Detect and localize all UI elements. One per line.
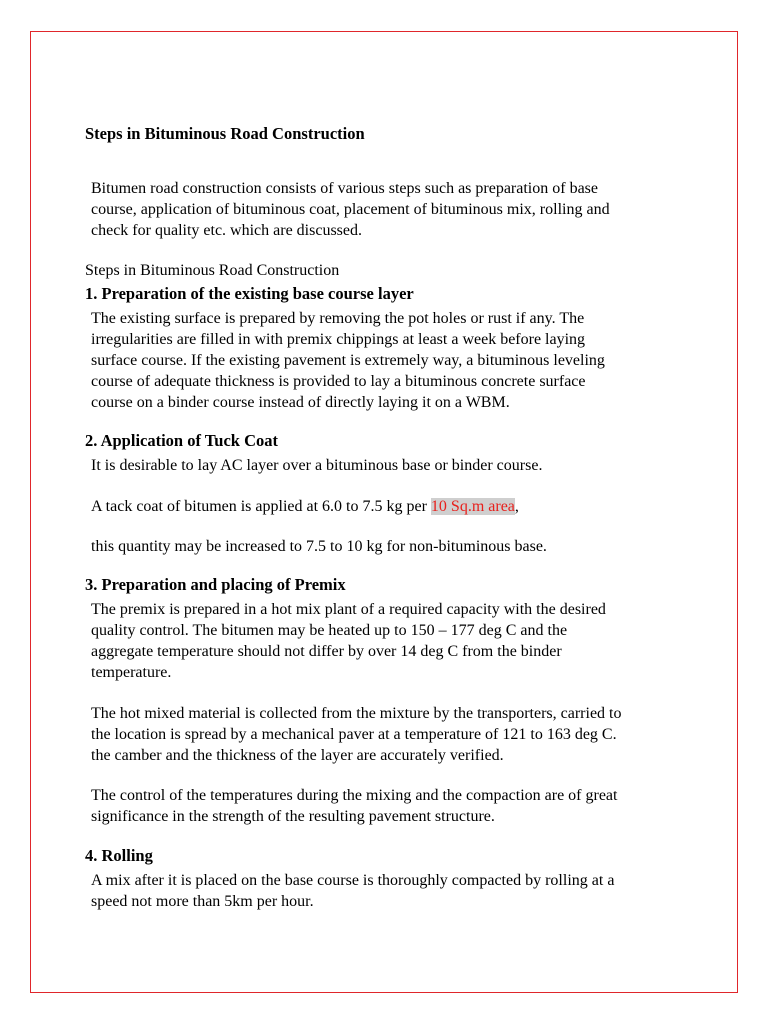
tack-coat-suffix: , (514, 498, 519, 515)
section-line: speed not more than 5km per hour. (91, 893, 314, 910)
intro-line: Bitumen road construction consists of various steps such as preparation of base (91, 180, 598, 197)
section-line: significance in the strength of the resulting pavement structure. (91, 808, 495, 825)
tack-coat-line (91, 496, 519, 517)
section-heading: 2. Application of Tuck Coat (85, 431, 279, 450)
section-heading: 4. Rolling (85, 846, 153, 865)
section-line: course on a binder course instead of directly laying it on a WBM. (91, 394, 510, 411)
section-line: The control of the temperatures during the mixing and the compaction are of great (91, 787, 618, 804)
section-line: The hot mixed material is collected from the mixture by the transporters, carried to (91, 705, 622, 722)
section-line: temperature. (91, 664, 172, 681)
section-line: aggregate temperature should not differ by over 14 deg C from the binder (91, 643, 562, 660)
section-line: the location is spread by a mechanical paver at a temperature of 121 to 163 deg C. (91, 726, 617, 743)
tack-coat-prefix: A tack coat of bitumen is applied at 6.0 to 7.5 kg per (91, 498, 431, 515)
section-line: The premix is prepared in a hot mix plant of a required capacity with the desired (91, 601, 606, 618)
section-line: quality control. The bitumen may be heated up to 150 – 177 deg C and the (91, 622, 568, 639)
document-title: Steps in Bituminous Road Construction (85, 124, 365, 143)
section-line: irregularities are filled in with premix chippings at least a week before laying (91, 331, 586, 348)
section-line: surface course. If the existing pavement is extremely way, a bituminous leveling (91, 352, 605, 369)
highlighted-area-text: 10 Sq.m area (430, 498, 515, 515)
section-heading: 1. Preparation of the existing base course layer (85, 284, 414, 303)
section-line: the camber and the thickness of the layer are accurately verified. (91, 747, 504, 764)
section-line: The existing surface is prepared by removing the pot holes or rust if any. The (91, 310, 585, 327)
section-line: course of adequate thickness is provided to lay a bituminous concrete surface (91, 373, 586, 390)
section-line: this quantity may be increased to 7.5 to 10 kg for non-bituminous base. (91, 538, 547, 555)
intro-line: course, application of bituminous coat, placement of bituminous mix, rolling and (91, 201, 610, 218)
intro-line: check for quality etc. which are discussed. (91, 222, 363, 239)
section-line: It is desirable to lay AC layer over a bituminous base or binder course. (91, 457, 543, 474)
section-heading: 3. Preparation and placing of Premix (85, 575, 346, 594)
section-line: A mix after it is placed on the base course is thoroughly compacted by rolling at a (91, 872, 615, 889)
subtitle: Steps in Bituminous Road Construction (85, 262, 340, 279)
